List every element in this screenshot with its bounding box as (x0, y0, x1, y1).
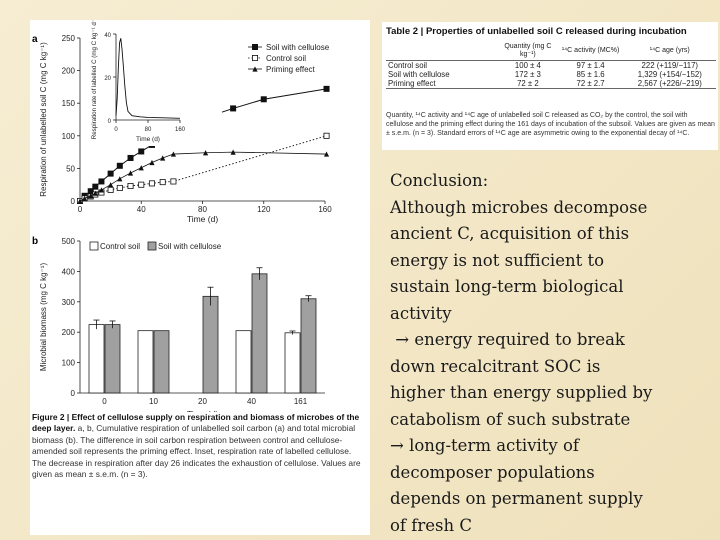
x-tick-label: 0 (102, 397, 107, 406)
data-point (93, 184, 98, 189)
data-point (324, 86, 329, 91)
data-point (324, 133, 329, 138)
bar (203, 296, 218, 393)
conclusion-line: depends on permanent supply (390, 489, 643, 508)
legend-swatch (90, 242, 98, 250)
conclusion-line: down recalcitrant SOC is (390, 356, 601, 376)
conclusion-line: sustain long-term biological (390, 277, 624, 296)
chart-inset (82, 20, 222, 146)
legend-label: Soil with cellulose (158, 242, 222, 251)
conclusion-line: energy is not sufficient to (390, 250, 605, 270)
data-point (117, 163, 122, 168)
table-header-activity: ¹⁴C activity (MC%) (558, 42, 624, 61)
row-label: Control soil (386, 61, 498, 71)
data-point (108, 187, 113, 192)
conclusion-line: higher than energy supplied by (390, 383, 653, 402)
y-tick-label: 0 (70, 389, 75, 398)
data-point (231, 106, 236, 111)
conclusion-line: ancient C, acquisition of this (390, 224, 630, 243)
bar (285, 333, 300, 393)
table-header-blank (386, 42, 498, 61)
caption-title: Figure 2 | Effect of cellulose supply on respiration and biomass of microbes of the deep layer. (32, 412, 360, 434)
conclusion-heading: Conclusion: (390, 171, 489, 190)
inset-x-axis-label: Time (d) (136, 136, 160, 143)
y-tick-label: 40 (104, 33, 111, 39)
table-footnote: Quantity, ¹⁴C activity and ¹⁴C age of unlabelled soil C released as CO₂ by the control, the soil with cellulose and the priming effect during the 161 days of incubation of the subsoil. Values are given as mean ± s.e.m. (n = 3). Standard errors of ¹⁴C age are asymmetric owing to the exponential decay of ¹⁴C. (386, 112, 715, 137)
y-tick-label: 200 (61, 66, 75, 76)
chart-b (39, 237, 325, 412)
conclusion-line: activity (390, 303, 452, 323)
legend-swatch (148, 242, 156, 250)
x-tick-label: 120 (257, 205, 271, 214)
cell-activity: 85 ± 1.6 (576, 70, 605, 79)
data-point (117, 185, 122, 190)
y-tick-label: 100 (61, 131, 75, 141)
conclusion-line: Although microbes decompose (390, 197, 648, 217)
conclusion-block (390, 168, 712, 539)
y-tick-label: 50 (66, 164, 75, 174)
x-tick-label: 160 (174, 127, 186, 133)
conclusion-line: → energy required to break (390, 330, 625, 349)
data-point (128, 183, 133, 188)
y-tick-label: 300 (61, 297, 75, 307)
data-point (128, 155, 133, 160)
legend-label: Soil with cellulose (266, 43, 330, 52)
data-point (149, 181, 154, 186)
y-tick-label: 150 (61, 99, 75, 109)
data-point (160, 155, 165, 160)
table-row (386, 61, 716, 71)
table-header-quantity: Quantity (mg C kg⁻¹) (498, 42, 557, 61)
y-axis-label: Respiration of unlabelled soil C (mg C kg⁻¹) (39, 42, 48, 197)
table-header-row (386, 42, 716, 61)
conclusion-line: decomposer populations (390, 462, 595, 482)
conclusion-line: of fresh C (390, 515, 473, 535)
legend-label: Control soil (100, 242, 141, 251)
legend-label: Priming effect (266, 65, 315, 74)
data-point (108, 182, 113, 187)
bar (138, 331, 153, 393)
y-tick-label: 0 (107, 119, 111, 125)
x-tick-label: 160 (318, 205, 332, 214)
properties-table (386, 42, 716, 89)
x-tick-label: 161 (293, 397, 308, 406)
y-tick-label: 250 (61, 34, 75, 43)
data-point (139, 149, 144, 154)
table-row (386, 70, 716, 79)
x-tick-label: 40 (136, 205, 146, 214)
bar (252, 274, 267, 393)
conclusion-line: catabolism of such substrate (390, 409, 631, 429)
bar (89, 325, 104, 393)
x-tick-label: 80 (198, 205, 207, 214)
cell-age: 2,567 (+226/−219) (637, 79, 702, 88)
x-tick-label: 40 (247, 397, 256, 406)
bar (154, 331, 169, 393)
row-label: Soil with cellulose (388, 70, 450, 79)
data-point (108, 171, 113, 176)
cell-quantity: 100 ± 4 (498, 61, 557, 71)
caption-body: a, b, Cumulative respiration of unlabelled soil carbon (a) and total microbial biomass (b). The difference in soil carbon respiration between control and cellulose-amended soil represents the priming effect. Inset, respiration rate of labelled cellulose. The decrease in respiration after day 26 indicates the exhaustion of cellulose. Values are given as mean ± s.e.m. (n = 3). (32, 423, 361, 480)
x-tick-label: 0 (77, 205, 83, 214)
inset-background (82, 24, 222, 146)
conclusion-line: → long-term activity of (390, 436, 580, 455)
legend-marker (252, 55, 257, 60)
data-point (117, 176, 122, 181)
y-tick-label: 400 (61, 267, 75, 277)
cell-age: 1,329 (+154/−152) (637, 70, 702, 79)
panel-b-label: b (32, 236, 39, 247)
panel-a-label: a (32, 34, 38, 45)
legend-marker (252, 44, 257, 49)
figure-panel (30, 20, 370, 535)
cell-quantity: 72 ± 2 (517, 79, 539, 88)
row-label: Priming effect (388, 79, 436, 88)
data-point (261, 97, 266, 102)
inset-y-axis-label: Respiration rate of labelled C (mg C kg⁻¹ d⁻¹) (91, 20, 98, 140)
x-axis-label: Time (d) (186, 214, 219, 224)
bar (105, 325, 120, 393)
x-tick-label: 20 (198, 397, 207, 406)
cell-activity: 97 ± 1.4 (558, 61, 624, 71)
y-tick-label: 100 (61, 358, 75, 368)
data-point (128, 170, 133, 175)
y-tick-label: 500 (61, 237, 75, 246)
table-title: Table 2 | Properties of unlabelled soil C released during incubation (386, 26, 687, 37)
table-header-age: ¹⁴C age (yrs) (624, 42, 716, 61)
figure-2-chart (30, 20, 370, 412)
data-point (99, 179, 104, 184)
legend-label: Control soil (266, 54, 307, 63)
series-line (80, 152, 327, 201)
data-point (139, 182, 144, 187)
bar (301, 299, 316, 393)
y-axis-label: Microbial biomass (mg C kg⁻¹) (39, 262, 48, 372)
data-point (171, 179, 176, 184)
x-tick-label: 0 (114, 127, 118, 133)
data-point (139, 165, 144, 170)
y-tick-label: 20 (104, 76, 111, 82)
data-point (160, 179, 165, 184)
table-row (386, 79, 716, 89)
cell-age: 222 (+119/−117) (624, 61, 716, 71)
cell-activity: 72 ± 2.7 (576, 79, 605, 88)
y-tick-label: 200 (61, 328, 75, 338)
cell-quantity: 172 ± 3 (514, 70, 541, 79)
table-panel (382, 22, 718, 150)
x-tick-label: 80 (144, 127, 152, 133)
figure-caption (32, 412, 366, 480)
bar (236, 331, 251, 393)
data-point (149, 160, 154, 165)
y-tick-label: 0 (70, 197, 75, 206)
x-tick-label: 10 (149, 397, 158, 406)
